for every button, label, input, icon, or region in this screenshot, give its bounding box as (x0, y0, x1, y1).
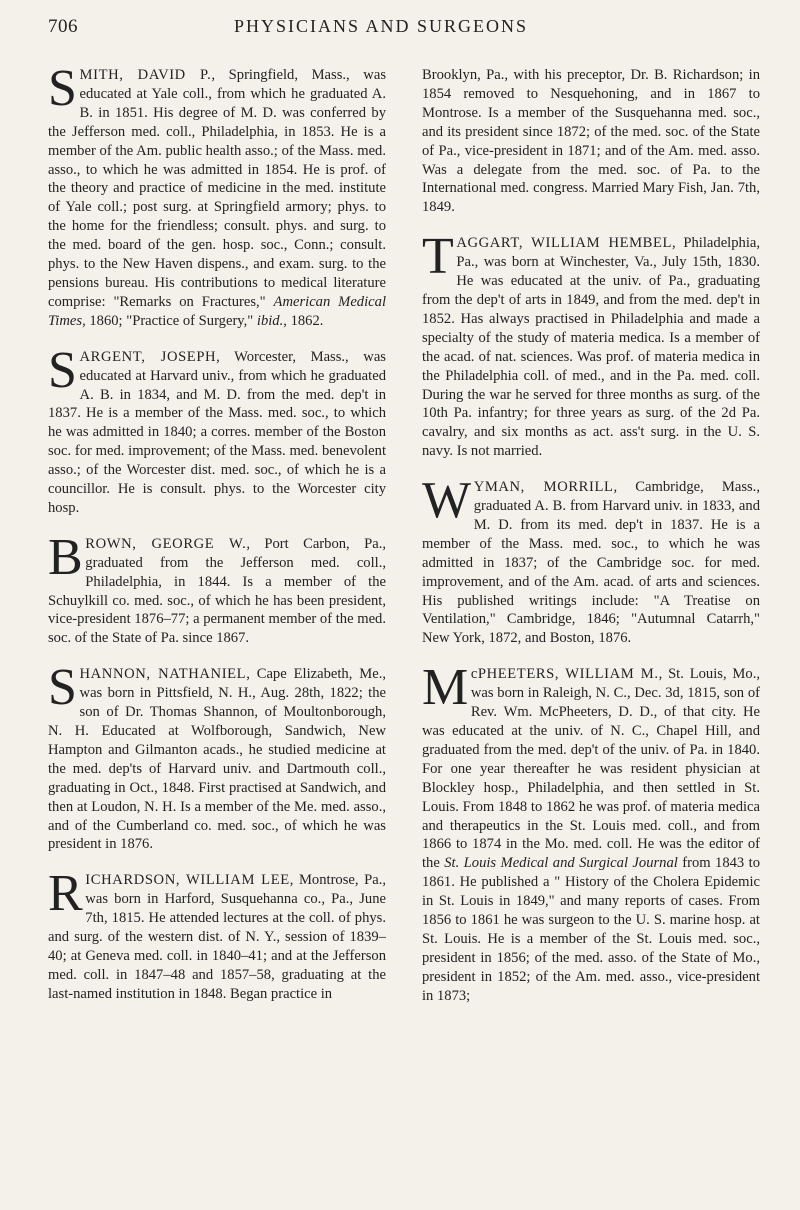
entry-text: , 1862. (283, 312, 324, 329)
left-column (48, 60, 386, 1023)
entry-richardson-continued (422, 66, 760, 217)
two-column-body (48, 60, 761, 1023)
entry-mcpheeters (422, 659, 761, 1005)
entry-name: SMITH, DAVID P. (48, 60, 212, 117)
entry-text: Brooklyn, Pa., with his preceptor, Dr. B. Richardson; in 1854 removed to Nesquehoning, and in 1867 to Montrose. Is a member of the Susquehanna med. soc., and its president since 1872; of the med. soc. of the State of Pa., vice-president in 1871; and of the Am. med. asso. Was a delegate from the med. soc. of Pa. to the International med. congress. Married Mary Fish, Jan. 7th, 1849. (422, 67, 760, 216)
entry-smith (48, 60, 386, 331)
entry-richardson (48, 865, 386, 1003)
entry-text: , Montrose, Pa., was born in Harford, Susquehanna co., Pa., June 7th, 1815. He attended lectures at the coll. of phys. and surg. of the western dist. of N. Y., session of 1839–40; at Geneva med. coll. in 1840–41; and at the Jefferson med. coll. in 1847–48 and 1857–58, graduating at the last-named institution in 1848. Began practice in (48, 872, 386, 1002)
journal-title: American Medical Times (48, 293, 386, 329)
entry-text: , Port Carbon, Pa., graduated from the Jefferson med. coll., Philadelphia, in 1844. Is a member of the Schuylkill co. med. soc., of which he has been president, vice-president 1876–77; a permanent member of the med. soc. of the State of Pa. since 1867. (48, 535, 386, 647)
entry-text: , Springfield, Mass., was educated at Yale coll., from which he graduated A. B. in 1851. His degree of M. D. was conferred by the Jefferson med. coll., Philadelphia, in 1853. He is a member of the Am. public health asso.; of the Mass. med. asso., to which he was admitted in 1854. He is prof. of the theory and practice of medicine in the med. institute of Yale coll.; post surg. at Springfield armory; phys. to the home for the friendless; consult. phys. and surg. to the med. board of the gen. hosp. soc., Conn.; consult. phys. to the New Haven dispens., and exam. surg. to the pensions bureau. His contributions to medical literature comprise: "Remarks on Fractures," (48, 67, 386, 310)
entry-brown (48, 528, 386, 648)
journal-title: St. Louis Medical and Surgical Journal (444, 855, 678, 872)
entry-name: TAGGART, WILLIAM HEMBEL (422, 228, 673, 286)
right-column (422, 66, 760, 1023)
entry-name: McPHEETERS, WILLIAM M. (422, 659, 659, 717)
entry-name: BROWN, GEORGE W. (48, 528, 247, 586)
page-number: 706 (48, 16, 78, 37)
entry-sargent (48, 341, 386, 518)
journal-title: ibid. (256, 312, 284, 329)
entry-text: , St. Louis, Mo., was born in Raleigh, N. C., Dec. 3d, 1815, son of Rev. Wm. McPheeters, D. D., of that city. He was educated at the univ. of N. C., Chapel Hill, and graduated from the med. dep't of the univ. of Pa. in 1840. For one year thereafter he was resident physician at Blockley hosp., Philadelphia, and then settled in St. Louis. From 1848 to 1862 he was prof. of materia medica and therapeutics in the St. Louis med. coll., and from 1866 to 1874 in the Mo. med. coll. He was the editor of the (422, 666, 761, 872)
entry-text: , 1860; "Practice of Surgery," (82, 312, 257, 329)
entry-name: RICHARDSON, WILLIAM LEE (48, 865, 290, 923)
page-header (48, 16, 760, 60)
entry-name: WYMAN, MORRILL (422, 472, 614, 530)
entry-taggart (422, 228, 760, 461)
entry-text: from 1843 to 1861. He published a " History of the Cholera Epidemic in St. Louis in 1849," and many reports of cases. From 1856 to 1861 he was surgeon to the U. S. marine hosp. at St. Louis. He is a member of the St. Louis med. soc., president in 1856; of the med. asso. of the State of Mo., president in 1852; of the Am. med. asso., vice-president in 1873; (422, 855, 760, 1004)
entry-wyman (422, 472, 760, 648)
entry-name: SHANNON, NATHANIEL (48, 659, 247, 717)
entry-text: , Cambridge, Mass., graduated A. B. from Harvard univ. in 1833, and M. D. from its med. dep't in 1837. He is a member of the Mass. med. soc., to which he was admitted in 1837; of the Cambridge soc. for med. improvement, and of the Am. acad. of arts and sciences. His published writings include: "A Treatise on Ventilation," Cambridge, 1846; "Autumnal Catarrh," New York, 1872, and Boston, 1876. (422, 479, 760, 647)
running-title: PHYSICIANS AND SURGEONS (234, 16, 529, 36)
entry-text: , Philadelphia, Pa., was born at Winchester, Va., July 15th, 1830. He was educated at the univ. of Pa., graduating from the dep't of arts in 1849, and from the med. dep't in 1852. Has always practised in Philadelphia and made a specialty of the study of materia medica. Is a member of the acad. of nat. sciences. Was prof. of materia medica in the Philadelphia coll. of med., and in the Pa. med. coll. During the war he served for three months as surg. of the 10th Pa. infantry; for three years as surg. of the 2d Pa. cavalry, and six months as act. ass't surg. in the U. S. navy. Is not married. (422, 235, 760, 460)
entry-shannon (48, 659, 386, 854)
entry-name: SARGENT, JOSEPH (48, 341, 217, 399)
entry-text: , Worcester, Mass., was educated at Harvard univ., from which he graduated A. B. in 1834, and M. D. from the med. dep't in 1837. He is a member of the Mass. med. soc., to which he was admitted in 1840; a corres. member of the Boston soc. for med. improvement; of the Mass. med. benevolent asso.; of the Worcester dist. med. soc., of which he is a councillor. He is consult. phys. to the Worcester city hosp. (48, 348, 386, 516)
entry-text: , Cape Elizabeth, Me., was born in Pittsfield, N. H., Aug. 28th, 1822; the son of Dr. Thomas Shannon, of Moultonborough, N. H. Educated at Wolfborough, Sandwich, New Hampton and Gilmanton acads., he studied medicine at the med. dep'ts of Harvard univ. and Dartmouth coll., graduating in Oct., 1848. First practised at Sandwich, and then at Loudon, N. H. Is a member of the Me. med. asso., and of the Cumberland co. med. soc., of which he was president in 1876. (48, 666, 386, 853)
